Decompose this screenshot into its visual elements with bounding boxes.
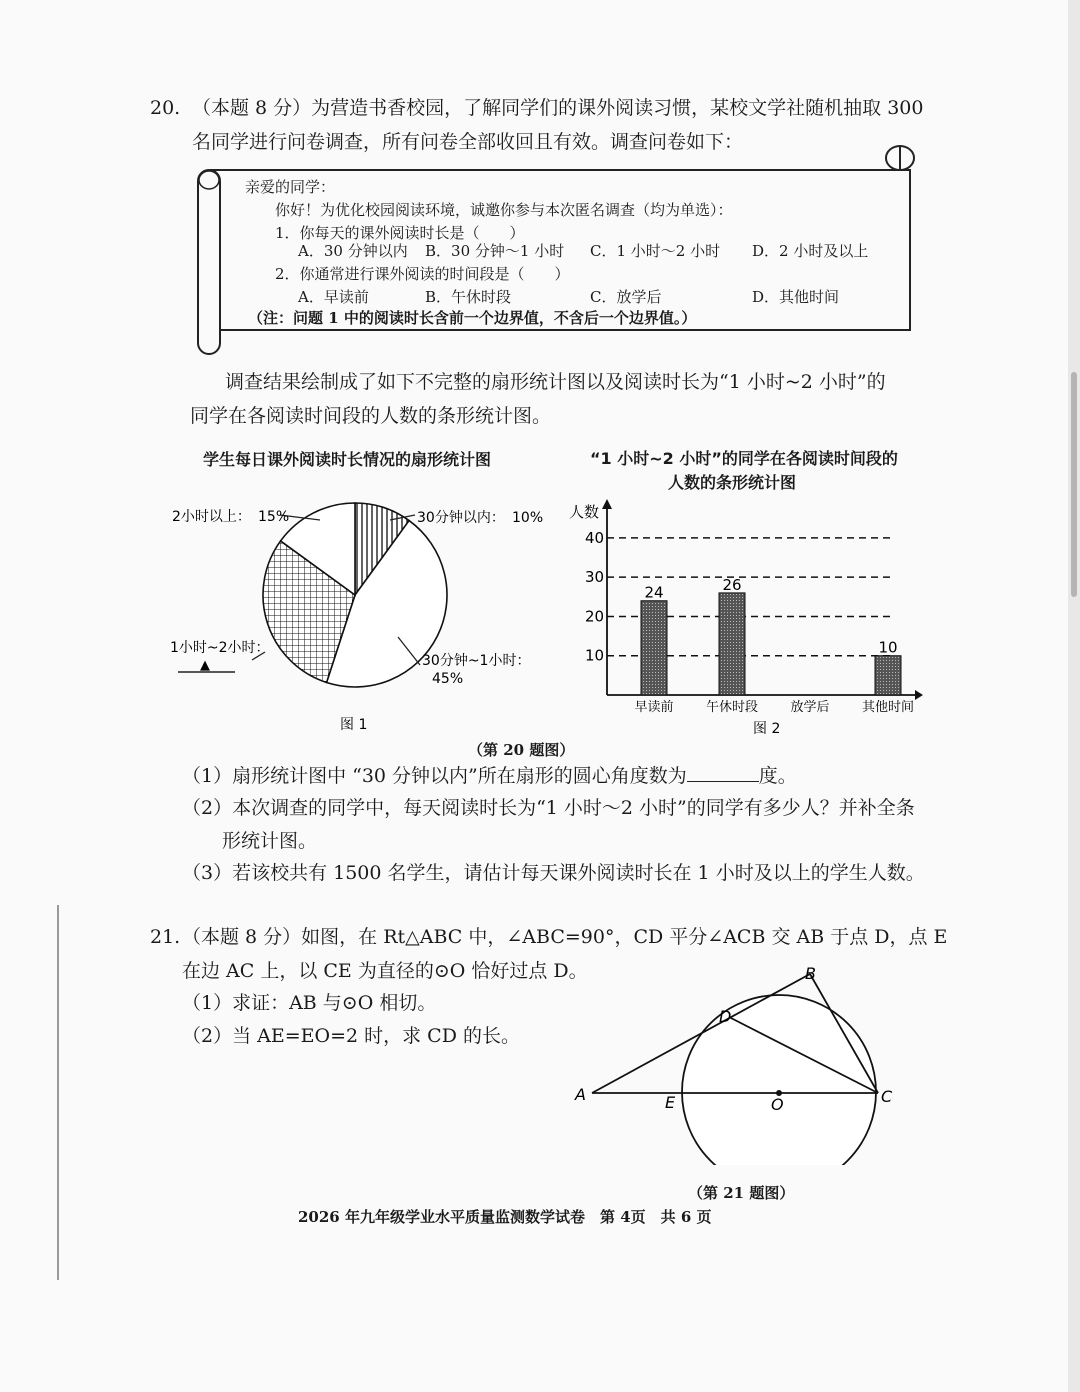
bar-chart bbox=[565, 495, 930, 740]
y-axis-label: 人数 bbox=[569, 503, 600, 521]
survey-q1-option-c: C．1 小时～2 小时 bbox=[590, 242, 721, 260]
q21-line1: （本题 8 分）如图，在 Rt△ABC 中，∠ABC=90°，CD 平分∠ACB 交 AB 于点 D，点 E bbox=[182, 926, 948, 948]
survey-q1-option-a: A．30 分钟以内 bbox=[298, 242, 408, 260]
survey-q2-option-d: D．其他时间 bbox=[752, 288, 840, 306]
q21-line2: 在边 AC 上，以 CE 为直径的⊙O 恰好过点 D。 bbox=[182, 960, 588, 982]
survey-q1: 1．你每天的课外阅读时长是（ ） bbox=[275, 224, 525, 242]
survey-q2-option-b: B．午休时段 bbox=[425, 288, 512, 306]
point-o-label: O bbox=[771, 1095, 784, 1114]
q20-number: 20. bbox=[150, 97, 181, 119]
x-category-label-1: 午休时段 bbox=[705, 700, 759, 715]
answer-blank[interactable] bbox=[687, 763, 759, 782]
survey-q2-option-c: C．放学后 bbox=[590, 288, 662, 306]
q20-line2: 名同学进行问卷调查，所有问卷全部收回且有效。调查问卷如下： bbox=[192, 131, 744, 153]
pie-pct-under-30min: 10% bbox=[512, 510, 544, 526]
pie-chart bbox=[160, 495, 560, 740]
bar-value-label-1: 26 bbox=[722, 575, 742, 594]
q20-sub1 bbox=[182, 760, 797, 792]
bar-3 bbox=[875, 656, 901, 695]
survey-greeting: 亲爱的同学： bbox=[245, 178, 336, 196]
q21-sub1: （1）求证：AB 与⊙O 相切。 bbox=[182, 992, 437, 1014]
survey-q2-option-a: A．早读前 bbox=[298, 288, 369, 306]
pie-figure-label: 图 1 bbox=[340, 717, 368, 733]
q20-sub1-unit: 度。 bbox=[758, 765, 797, 787]
bar-value-label-0: 24 bbox=[644, 583, 664, 602]
q20-figure-caption: （第 20 题图） bbox=[468, 741, 575, 759]
survey-note: （注：问题 1 中的阅读时长含前一个边界值，不含后一个边界值。） bbox=[248, 309, 697, 327]
survey-q1-option-d: D．2 小时及以上 bbox=[752, 242, 869, 260]
page-footer: 2026 年九年级学业水平质量监测数学试卷 第 4页 共 6 页 bbox=[298, 1208, 712, 1226]
x-category-label-0: 早读前 bbox=[634, 700, 674, 715]
binding-margin-line bbox=[57, 905, 59, 1280]
q20-para1: 调查结果绘制成了如下不完整的扇形统计图以及阅读时长为“1 小时~2 小时”的 bbox=[225, 371, 886, 393]
q21-figure-caption: （第 21 题图） bbox=[688, 1184, 795, 1202]
bar-1 bbox=[719, 593, 745, 695]
bar-chart-title-line1: “1 小时~2 小时”的同学在各阅读时间段的 bbox=[590, 449, 898, 468]
q20-line1: （本题 8 分）为营造书香校园，了解同学们的课外阅读习惯，某校文学社随机抽取 300 bbox=[192, 97, 924, 119]
scrollbar-track[interactable] bbox=[1068, 0, 1080, 1392]
y-tick-label-20: 20 bbox=[585, 607, 605, 626]
q21-number: 21. bbox=[150, 926, 181, 948]
q21-sub2: （2）当 AE=EO=2 时，求 CD 的长。 bbox=[182, 1025, 520, 1047]
pie-label-under-30min: 30分钟以内： bbox=[417, 510, 505, 526]
point-c-label: C bbox=[881, 1087, 893, 1106]
point-b-label: B bbox=[805, 964, 816, 983]
y-tick-label-30: 30 bbox=[585, 568, 605, 587]
pie-pct-1h-2h: ▲ bbox=[200, 658, 210, 673]
geometry-figure bbox=[565, 960, 910, 1185]
q20-sub2-line1: （2）本次调查的同学中，每天阅读时长为“1 小时～2 小时”的同学有多少人？并补全条 bbox=[182, 797, 915, 819]
y-tick-label-40: 40 bbox=[585, 528, 605, 547]
pie-label-2h-plus: 2小时以上： bbox=[172, 509, 251, 525]
point-a-label: A bbox=[575, 1085, 586, 1104]
scrollbar-thumb[interactable] bbox=[1071, 372, 1077, 597]
pie-chart-title: 学生每日课外阅读时长情况的扇形统计图 bbox=[203, 450, 492, 469]
survey-intro: 你好！为优化校园阅读环境，诚邀你参与本次匿名调查（均为单选）： bbox=[275, 201, 733, 219]
q20-sub3: （3）若该校共有 1500 名学生，请估计每天课外阅读时长在 1 小时及以上的学生人数。 bbox=[182, 862, 925, 884]
point-d-label: D bbox=[719, 1007, 732, 1026]
survey-q2: 2．你通常进行课外阅读的时间段是（ ） bbox=[275, 265, 570, 283]
pie-pct-30min-1h: 45% bbox=[432, 671, 464, 687]
bar-chart-title-line2: 人数的条形统计图 bbox=[668, 473, 797, 492]
survey-q1-option-b: B．30 分钟～1 小时 bbox=[425, 242, 565, 260]
x-category-label-3: 其他时间 bbox=[861, 700, 915, 715]
pie-label-30min-1h: 30分钟~1小时： bbox=[422, 653, 531, 669]
bar-value-label-3: 10 bbox=[878, 638, 898, 657]
q20-para2: 同学在各阅读时间段的人数的条形统计图。 bbox=[190, 405, 552, 427]
pie-pct-2h-plus: 15% bbox=[258, 509, 290, 525]
point-e-label: E bbox=[665, 1093, 676, 1112]
pie-label-1h-2h: 1小时~2小时： bbox=[170, 640, 270, 656]
y-tick-label-10: 10 bbox=[585, 646, 605, 665]
x-category-label-2: 放学后 bbox=[790, 700, 830, 715]
q20-sub1-text: （1）扇形统计图中 “30 分钟以内”所在扇形的圆心角度数为 bbox=[182, 765, 687, 787]
q20-sub2-line2: 形统计图。 bbox=[222, 830, 318, 852]
bar-figure-label: 图 2 bbox=[753, 721, 781, 737]
bar-0 bbox=[641, 601, 667, 695]
